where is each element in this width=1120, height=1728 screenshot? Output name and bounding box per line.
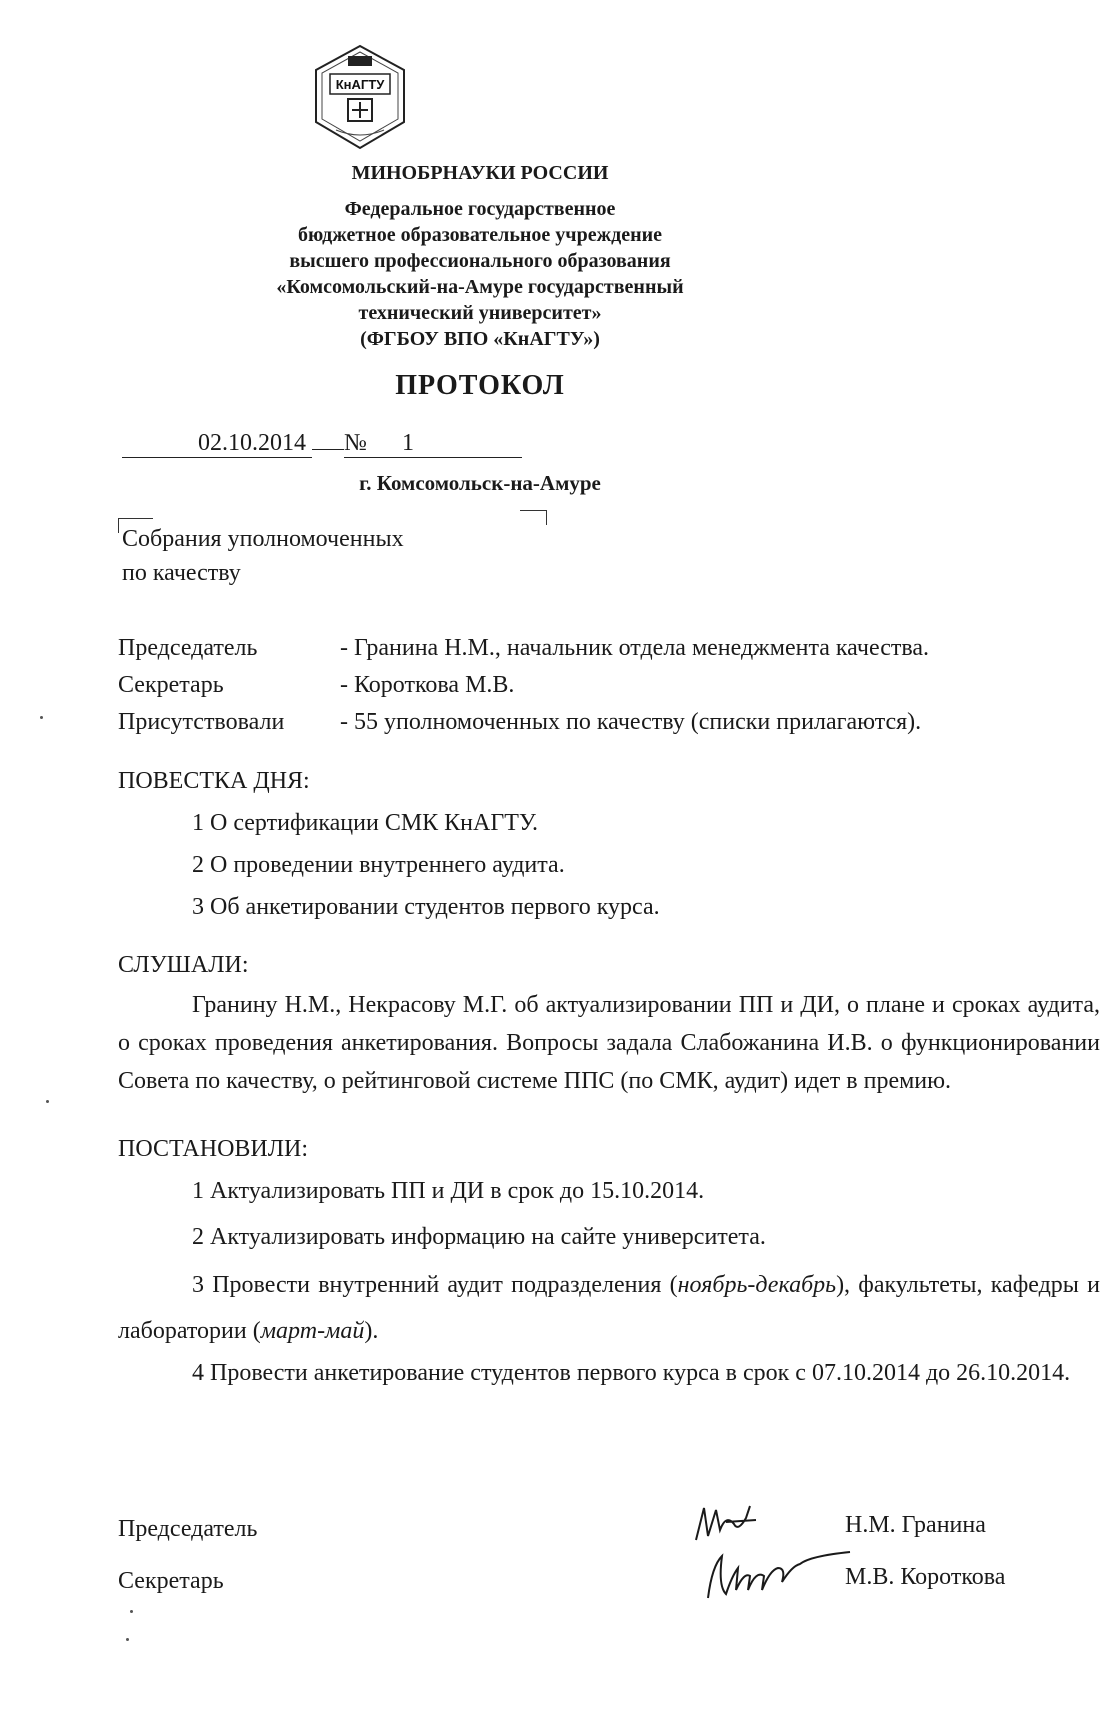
org-line-4: «Комсомольский-на-Амуре государственный [276,276,684,298]
resolved-item-3-period-1: ноябрь-декабрь [677,1272,837,1298]
signature-secretary-name: М.В. Короткова [845,1564,1006,1590]
secretary-role: Секретарь [118,672,224,698]
scan-speck [40,716,43,719]
chair-value: - Гранина Н.М., начальник отдела менеджмента качества. [340,635,929,661]
org-line-2: бюджетное образовательное учреждение [297,224,663,246]
university-emblem [300,42,420,152]
subject-line-2: по качеству [122,560,241,586]
ministry-name: МИНОБРНАУКИ РОССИИ [351,162,609,184]
agenda-item-2: 2 О проведении внутреннего аудита. [192,852,565,878]
heard-paragraph: Гранину Н.М., Некрасову М.Г. об актуализировании ПП и ДИ, о плане и сроках аудита, о сроках проведения анкетирования. Вопросы задала Слабожанина И.В. о функционировании Совета по качеству, о рейтинговой системе ППС (по СМК, аудит) идет в премию. [118,992,1100,1094]
resolved-item-1: 1 Актуализировать ПП и ДИ в срок до 15.10.2014. [192,1178,705,1204]
document-date: 02.10.2014 [122,430,312,458]
subject-bracket-right [520,510,547,525]
resolved-item-4: 4 Провести анкетирование студентов первого курса в срок с 07.10.2014 до 26.10.2014. [192,1360,1071,1386]
subject-line-1: Собрания уполномоченных [122,526,404,552]
agenda-heading: ПОВЕСТКА ДНЯ: [118,768,310,794]
scan-speck [46,1100,49,1103]
date-number-line [122,430,522,458]
scan-speck [126,1638,129,1641]
resolved-item-3-period-2: март-май [260,1318,365,1344]
signature-chair-role: Председатель [118,1516,258,1542]
emblem-text: КнАГТУ [335,77,385,92]
chair-signature-image [686,1500,806,1550]
document-number: 1 [374,430,522,458]
org-line-3: высшего профессионального образования [289,250,671,272]
resolved-item-3-c: ). [364,1318,379,1344]
chair-role: Председатель [118,635,258,661]
secretary-value: - Короткова М.В. [340,672,515,698]
resolved-item-2: 2 Актуализировать информацию на сайте университета. [192,1224,766,1250]
document-title: ПРОТОКОЛ [395,370,565,401]
number-label: № [344,430,374,458]
scan-speck [130,1610,133,1613]
org-line-6: (ФГБОУ ВПО «КнАГТУ») [360,328,600,350]
resolved-item-3-a: 3 Провести внутренний аудит подразделения ( [192,1272,678,1298]
resolved-item-3-b: ), факультеты, кафедры и лаборатории ( [118,1272,1100,1344]
org-line-1: Федеральное государственное [344,198,616,220]
document-city: г. Комсомольск-на-Амуре [359,471,601,495]
resolved-item-3 [118,1262,1100,1354]
signature-chair-name: Н.М. Гранина [845,1512,986,1538]
agenda-item-1: 1 О сертификации СМК КнАГТУ. [192,810,538,836]
present-role: Присутствовали [118,709,285,735]
signature-secretary-role: Секретарь [118,1568,224,1594]
present-value: - 55 уполномоченных по качеству (списки прилагаются). [340,709,922,735]
secretary-signature-image [700,1546,860,1606]
heard-heading: СЛУШАЛИ: [118,952,249,978]
resolved-heading: ПОСТАНОВИЛИ: [118,1136,309,1162]
agenda-item-3: 3 Об анкетировании студентов первого курса. [192,894,660,920]
org-line-5: технический университет» [358,302,602,324]
